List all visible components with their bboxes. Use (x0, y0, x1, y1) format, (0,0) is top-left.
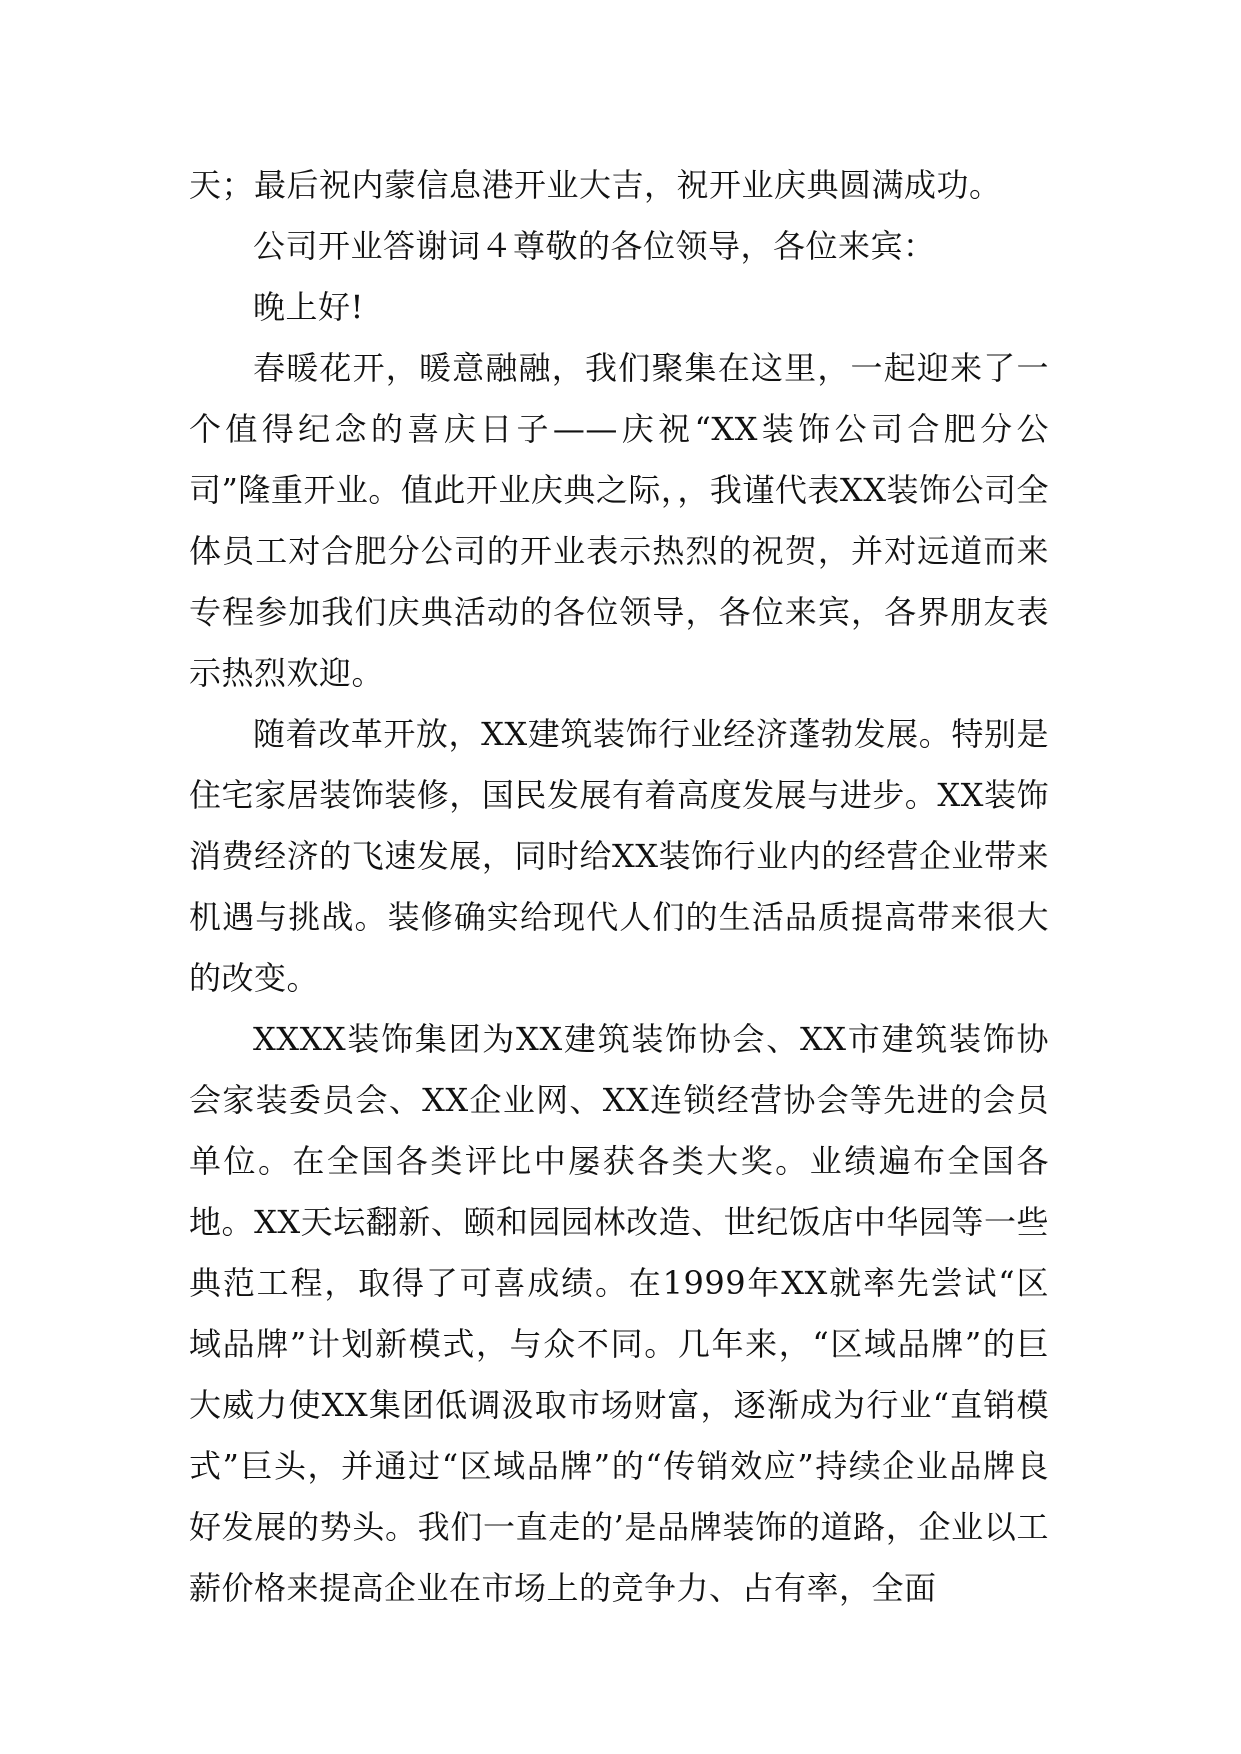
paragraph-6: XXXX装饰集团为XX建筑装饰协会、XX市建筑装饰协会家装委员会、XX企业网、XX连锁经营协会等先进的会员单位。在全国各类评比中屡获各类大奖。业绩遍布全国各地。XX天坛翻新、颐和园园林改造、世纪饭店中华园等一些典范工程，取得了可喜成绩。在1999年XX就率先尝试“区域品牌”计划新模式，与众不同。几年来，“区域品牌”的巨大威力使XX集团低调汲取市场财富，逐渐成为行业“直销模式”巨头，并通过“区域品牌”的“传销效应”持续企业品牌良好发展的势头。我们一直走的’是品牌装饰的道路，企业以工薪价格来提高企业在市场上的竞争力、占有率，全面 (189, 1020, 1049, 1607)
paragraph-1: 天；最后祝内蒙信息港开业大吉，祝开业庆典圆满成功。 (189, 166, 1002, 204)
document-page (189, 155, 1049, 1619)
paragraph-4: 春暖花开，暖意融融，我们聚集在这里，一起迎来了一个值得纪念的喜庆日子——庆祝“XX装饰公司合肥分公司”隆重开业。值此开业庆典之际，，我谨代表XX装饰公司全体员工对合肥分公司的开业表示热烈的祝贺，并对远道而来专程参加我们庆典活动的各位领导，各位来宾，各界朋友表示热烈欢迎。 (189, 349, 1049, 692)
paragraph-2: 公司开业答谢词４尊敬的各位领导，各位来宾： (253, 227, 936, 265)
paragraph-5: 随着改革开放，XX建筑装饰行业经济蓬勃发展。特别是住宅家居装饰装修，国民发展有着高度发展与进步。XX装饰消费经济的飞速发展，同时给XX装饰行业内的经营企业带来机遇与挑战。装修确实给现代人们的生活品质提高带来很大的改变。 (189, 715, 1049, 997)
paragraph-3: 晚上好! (253, 288, 364, 326)
